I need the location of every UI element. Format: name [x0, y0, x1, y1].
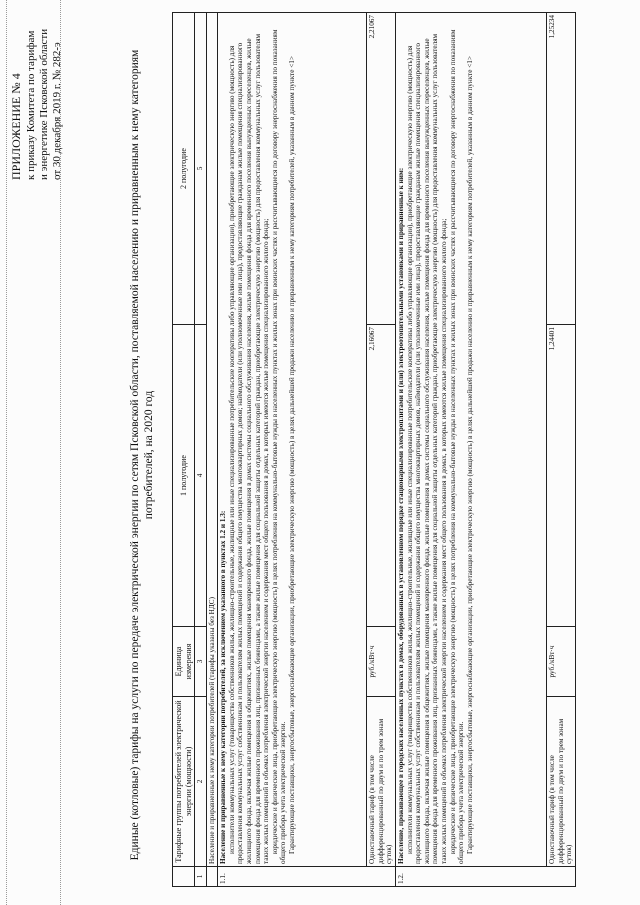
row-paragraph: юридические и физические лица, приобретающие электрическую энергию (мощность) в целях потребления на коммунально-бытовые нужды в населенных пунктах и жилых зонах при воинских частях и рассчитывающиеся по договору энергоснабжения по показаниям общего прибора учета электрической энергии. — [448, 29, 466, 864]
col-number: 3 — [195, 627, 207, 697]
document-title: Единые (котловые) тарифы на услуги по передаче электрической энергии по сетям Псковской области, поставляемой населению и приравненным к нему категориям потребителей, на 2020 год — [129, 49, 155, 861]
row-paragraph: исполнители коммунальных услуг (товарищества собственников жилья, жилищно-строительные, жилищные или иные специализированные потребительские кооперативы либо управляющие организации), приобретающие электрическую энергию (мощность) для предоставления коммунальных услуг собственникам и пользователям жилых помещений и содержания общего имущества многоквартирных домов, наймодатели (или уполномоченные ими лица), предоставляющие гражданам жилые помещения специализированного жилищного фонда, включая жилые помещения в общежитиях, жилые помещения маневренного фонда, жилые помещения в домах системы социального обслуживания населения, жилые помещения фонда для временного поселения вынужденных переселенцев, жилые помещения фонда для временного проживания лиц, признанных беженцами, а также жилые помещения для социальной защиты отдельных категорий граждан, приобретающие электрическую энергию (мощность) для предоставления коммунальных услуг пользователям таких жилых помещений в объемах потребления электрической энергии населением и содержания мест общего пользования в домах, в которых имеются жилые помещения специализированного жилого фонда; — [405, 33, 448, 864]
row-heading: Население, проживающее в городских населенных пунктах в домах, оборудованных в установленном порядке стационарными электроплитами и (или) электроотопительными установками и приравненные к ним: — [396, 167, 405, 864]
table-row — [395, 13, 546, 887]
table-header-row — [173, 13, 195, 887]
header-group: Тарифные группы потребителей электрической энергии (мощности) — [173, 697, 195, 867]
col-number: 1 — [195, 867, 207, 887]
row-number: 1.2. — [395, 867, 575, 887]
column-number-row — [195, 13, 207, 887]
tariff-value-h1: 2,16067 — [367, 325, 396, 627]
row-paragraph: Гарантирующие поставщики, энергосбытовые, энергоснабжающие организации, приобретающие электрическую энергию (мощность) в целях дальнейшей продажи населению и приравненным к нему категориям потребителей, указанным в данном пункте <1> — [287, 56, 296, 854]
row-description — [395, 13, 546, 867]
col-number: 5 — [195, 13, 207, 325]
row-paragraph: юридические и физические лица, приобретающие электрическую энергию (мощность) в целях потребления на коммунально-бытовые нужды в населенных пунктах и жилых зонах при воинских частях и рассчитывающиеся по договору энергоснабжения по показаниям общего прибора учета электрической энергии. — [270, 29, 288, 864]
appendix-title: ПРИЛОЖЕНИЕ № 4 — [9, 73, 23, 180]
header-h2: 2 полугодие — [173, 13, 195, 325]
header-unit: Единица измерения — [173, 627, 195, 697]
document-header — [10, 10, 64, 180]
tariff-value-row — [367, 13, 396, 887]
row-paragraph: Гарантирующие поставщики, энергосбытовые, энергоснабжающие организации, приобретающие электрическую энергию (мощность) в целях дальнейшей продажи населению и приравненным к нему категориям потребителей, указанным в данном пункте <1> — [465, 56, 474, 854]
tariff-unit: руб./кВт·ч — [546, 627, 575, 697]
section-row — [206, 13, 218, 887]
row-description — [218, 13, 367, 867]
header-num — [173, 867, 195, 887]
header-line: от 30 декабря 2019 г. № 282-э — [51, 42, 63, 180]
tariff-unit: руб./кВт·ч — [367, 627, 396, 697]
tariff-type: Одноставочный тариф (в том числе дифференцированный по двум и по трем зонам суток) — [546, 697, 575, 867]
col-number: 4 — [195, 325, 207, 627]
header-h1: 1 полугодие — [173, 325, 195, 627]
row-number: 1.1. — [218, 867, 396, 887]
tariff-table — [172, 12, 576, 887]
row-heading: Население и приравненные к нему категории потребителей, за исключением указанного в пунктах 1.2 и 1.3: — [219, 510, 228, 864]
tariff-value-row — [546, 13, 575, 887]
table-row — [218, 13, 367, 887]
col-number: 2 — [195, 697, 207, 867]
header-line: и энергетике Псковской области — [38, 28, 50, 180]
section-label: Население и приравненные к нему категории потребителей (тарифы указаны без НДС) — [206, 13, 218, 867]
tariff-type: Одноставочный тариф (в том числе дифференцированный по двум и по трем зонам суток) — [367, 697, 396, 867]
tariff-value-h2: 1,25234 — [546, 13, 575, 325]
tariff-value-h1: 1,24401 — [546, 325, 575, 627]
row-paragraph: исполнители коммунальных услуг (товарищества собственников жилья, жилищно-строительные, жилищные или иные специализированные потребительские кооперативы либо управляющие организации), приобретающие электрическую энергию (мощность) для предоставления коммунальных услуг собственникам и пользователям жилых помещений и содержания общего имущества многоквартирных домов; наймодатели (или уполномоченные ими лица), предоставляющие гражданам жилые помещения специализированного жилищного фонда, включая жилые помещения в общежитиях, жилые помещения маневренного фонда, жилые помещения в домах системы социального обслуживания населения, жилые помещения фонда для временного поселения вынужденных переселенцев, жилые помещения фонда для временного проживания лиц, признанных беженцами, а также жилые помещения для социальной защиты отдельных категорий граждан, приобретающие электрическую энергию (мощность) для предоставления коммунальных услуг пользователям таких жилых помещений в объемах потребления электрической энергии населением и содержания мест общего пользования в домах, в которых имеются жилые помещения специализированного жилого фонда; — [227, 33, 271, 864]
tariff-value-h2: 2,21067 — [367, 13, 396, 325]
header-line: к приказу Комитета по тарифам — [25, 30, 37, 180]
